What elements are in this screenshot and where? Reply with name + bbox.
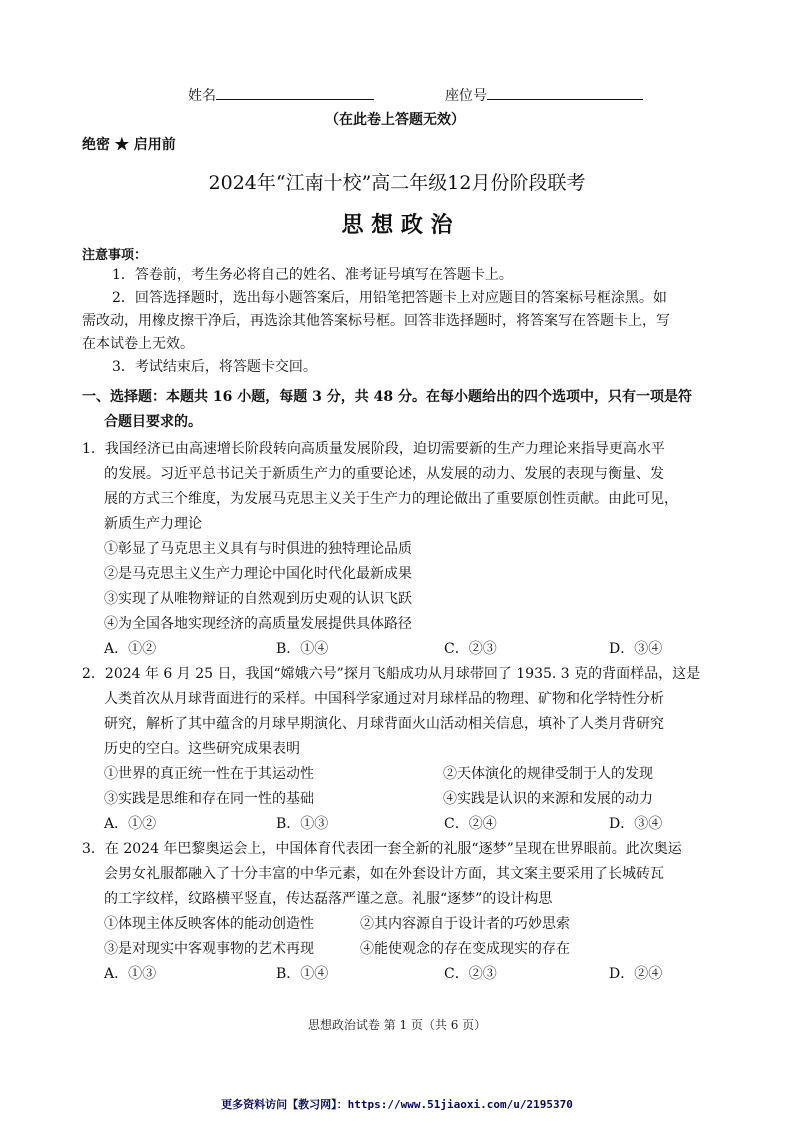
q2-statement-4: ④实践是认识的来源和发展的动力 (443, 791, 653, 807)
q3-option-a: A．①③ (104, 966, 157, 982)
seat-blank (487, 83, 643, 100)
q1-line4: 新质生产力理论 (104, 516, 202, 532)
q2-option-a: A．①② (104, 816, 157, 832)
name-field (188, 83, 374, 109)
q1-statement-2: ②是马克思主义生产力理论中国化时代化最新成果 (104, 566, 412, 582)
q3-option-d: D．②④ (609, 966, 663, 982)
seat-label: 座位号 (445, 88, 487, 104)
q3-line3: 的工字纹样，纹路横平竖直，传达磊落严谨之意。礼服“逐梦”的设计构思 (104, 891, 553, 907)
notice-item-1: 1．答卷前，考生务必将自己的姓名、准考证号填写在答题卡上。 (112, 267, 513, 283)
q2-option-b: B．①③ (276, 816, 329, 832)
exam-title: 2024年“江南十校”高二年级12月份阶段联考 (208, 172, 586, 194)
notice-item-2-line2: 需改动，用橡皮擦干净后，再选涂其他答案标号框。回答非选择题时，将答案写在答题卡上，写 (82, 313, 670, 329)
q3-statement-2: ②其内容源自于设计者的巧妙思索 (360, 916, 570, 932)
q3-option-c: C．②③ (444, 966, 497, 982)
q2-line3: 研究，解析了其中蕴含的月球早期演化、月球背面火山活动相关信息，填补了人类月背研究 (104, 716, 664, 732)
q1-statement-3: ③实现了从唯物辩证的自然观到历史观的认识飞跃 (104, 591, 412, 607)
secret-label: 绝密 ★ 启用前 (82, 137, 176, 153)
q2-statement-2: ②天体演化的规律受制于人的发现 (443, 766, 653, 782)
q2-line4: 历史的空白。这些研究成果表明 (104, 741, 300, 757)
q2-option-c: C．②④ (444, 816, 497, 832)
q3-statement-3: ③是对现实中客观事物的艺术再现 (104, 941, 314, 957)
q1-statement-4: ④为全国各地实现经济的高质量发展提供具体路径 (104, 616, 412, 632)
q3-option-b: B．①④ (276, 966, 329, 982)
q3-line1: 3．在 2024 年巴黎奥运会上，中国体育代表团一套全新的礼服“逐梦”呈现在世界眼前。此次奥运 (82, 841, 682, 857)
q1-option-d: D．③④ (609, 641, 663, 657)
q1-option-b: B．①④ (276, 641, 329, 657)
notice-title: 注意事项： (82, 248, 148, 263)
section1-line2: 合题目要求的。 (104, 414, 202, 430)
q2-option-d: D．③④ (609, 816, 663, 832)
notice-item-2-line1: 2．回答选择题时，选出每小题答案后，用铅笔把答题卡上对应题目的答案标号框涂黑。如 (112, 290, 667, 306)
q2-line1: 2．2024 年 6 月 25 日，我国“嫦娥六号”探月飞船成功从月球带回了 1935. 3 克的背面样品，这是 (82, 666, 701, 682)
page-info: 思想政治试卷 第 1 页（共 6 页） (307, 1018, 487, 1032)
q1-option-a: A．①② (104, 641, 157, 657)
q3-statement-1: ①体现主体反映客体的能动创造性 (104, 916, 314, 932)
q2-statement-3: ③实践是思维和存在同一性的基础 (104, 791, 314, 807)
q3-line2: 会男女礼服都融入了十分丰富的中华元素，如在外套设计方面，其文案主要采用了长城砖瓦 (104, 866, 664, 882)
subject-title: 思 想 政 治 (341, 212, 453, 238)
q1-line2: 的发展。习近平总书记关于新质生产力的重要论述，从发展的动力、发展的表现与衡量、发 (104, 466, 664, 482)
q1-line1: 1．我国经济已由高速增长阶段转向高质量发展阶段，迫切需要新的生产力理论来指导更高水平 (82, 441, 665, 457)
section1-line1: 一、选择题：本题共 16 小题，每题 3 分，共 48 分。在每小题给出的四个选项中，只有一项是符 (82, 389, 692, 405)
name-blank (216, 83, 374, 100)
invalid-note: （在此卷上答题无效） (325, 112, 465, 128)
seat-field (445, 83, 643, 109)
q2-line2: 人类首次从月球背面进行的采样。中国科学家通过对月球样品的物理、矿物和化学特性分析 (104, 691, 664, 707)
q2-statement-1: ①世界的真正统一性在于其运动性 (104, 766, 314, 782)
name-label: 姓名 (188, 88, 216, 104)
more-resources-link[interactable]: 更多资料访问【教习网】：https://www.51jiaoxi.com/u/2195370 (221, 1098, 573, 1111)
q1-statement-1: ①彰显了马克思主义具有与时俱进的独特理论品质 (104, 541, 412, 557)
q1-line3: 展的方式三个维度，为发展马克思主义关于生产力的理论做出了重要原创性贡献。由此可见， (104, 491, 678, 507)
q1-option-c: C．②③ (444, 641, 497, 657)
notice-item-3: 3．考试结束后，将答题卡交回。 (112, 359, 317, 375)
notice-item-2-line3: 在本试卷上无效。 (82, 336, 194, 352)
q3-statement-4: ④能使观念的存在变成现实的存在 (360, 941, 570, 957)
